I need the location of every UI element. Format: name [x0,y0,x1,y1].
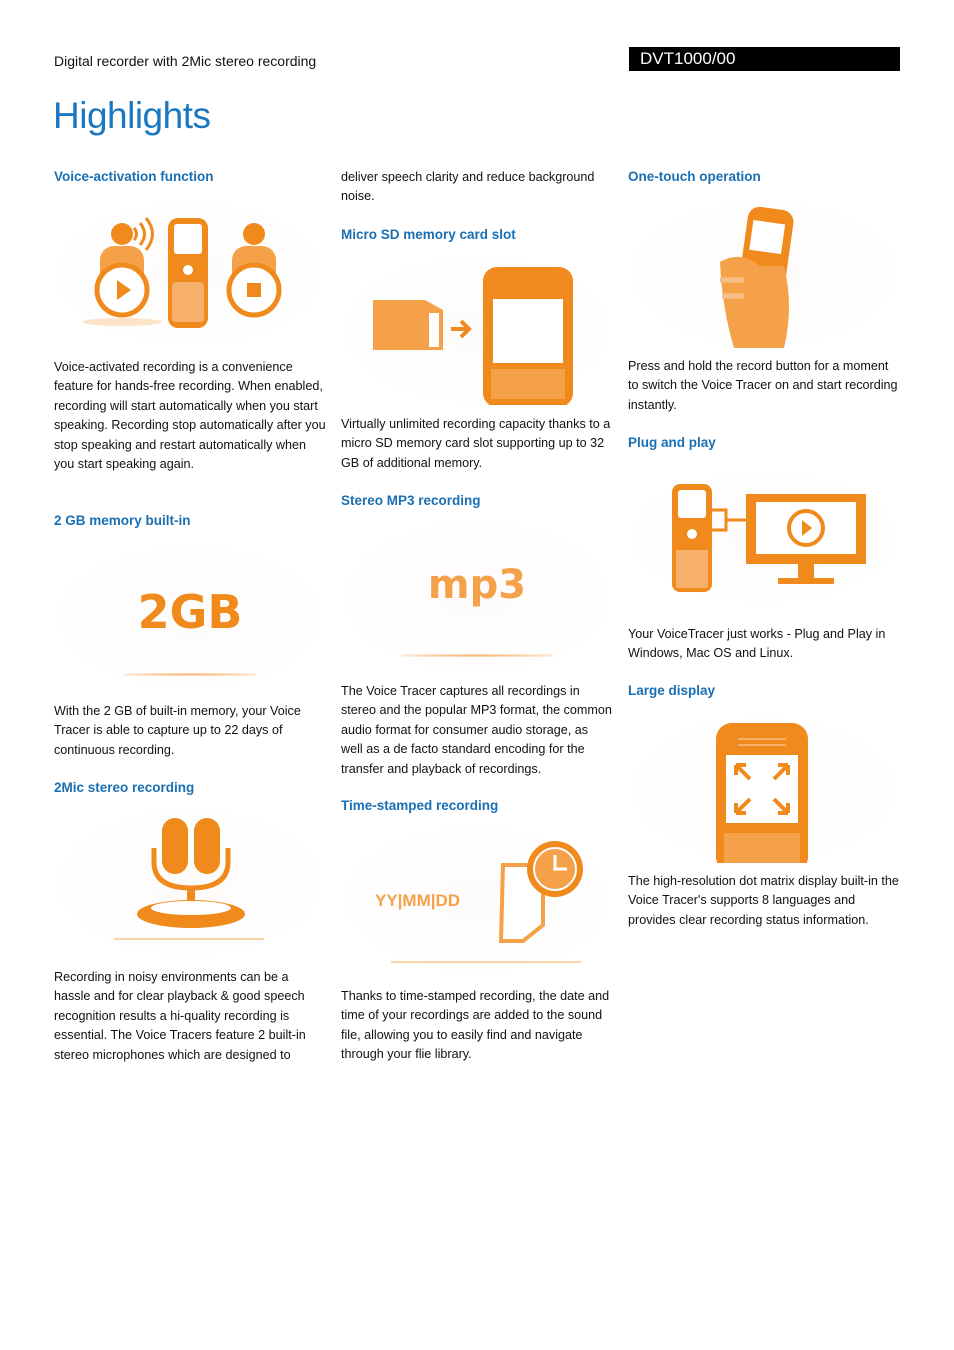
time-stamped-text: Thanks to time-stamped recording, the date and time of your recordings are added to the sound file, allowing you to easily find and navigate through your flie library. [341,989,610,1062]
heading-voice-activation: Voice-activation function [54,169,214,184]
heading-time-stamped: Time-stamped recording [341,798,499,813]
plug-and-play-text: Your VoiceTracer just works - Plug and Play in Windows, Mac OS and Linux. [628,627,886,661]
2gb-memory-text: With the 2 GB of built-in memory, your Voice Tracer is able to capture up to 22 days of continuous recording. [54,704,301,757]
large-display-icon [628,715,900,863]
plug-and-play-icon [628,470,900,605]
time-stamp-image [341,825,613,975]
mp3-image [341,520,613,675]
large-display-text: The high-resolution dot matrix display built-in the Voice Tracer's supports 8 languages and provides clear recording status information. [628,874,899,927]
heading-2mic-stereo: 2Mic stereo recording [54,780,195,795]
mp3-image-label: mp3 [427,562,527,608]
micro-sd-text: Virtually unlimited recording capacity thanks to a micro SD memory card slot supporting up to 32 GB of additional memory. [341,417,611,470]
microphone-icon [54,808,326,958]
2gb-memory-image [54,545,326,690]
voice-activation-icon [54,200,326,348]
heading-large-display: Large display [628,683,716,698]
date-format-label: YY|MM|DD [375,891,461,910]
product-subtitle: Digital recorder with 2Mic stereo recording [54,53,317,69]
heading-stereo-mp3: Stereo MP3 recording [341,493,481,508]
heading-2gb-memory: 2 GB memory built-in [54,513,191,528]
heading-plug-and-play: Plug and play [628,435,716,450]
2gb-image-label: 2GB [137,585,243,639]
voice-activation-text: Voice-activated recording is a convenience feature for hands-free recording. When enabled, recording will start automatically when you start speaking. Recording stop automatically after you stop speaking and restart automatically when you start speaking again. [54,360,326,472]
one-touch-text: Press and hold the record button for a moment to switch the Voice Tracer on and start recording instantly. [628,359,898,412]
micro-sd-icon [341,255,613,405]
heading-one-touch: One-touch operation [628,169,761,184]
model-badge: DVT1000/00 [629,47,900,71]
page-title: Highlights [53,95,211,136]
one-touch-icon [628,200,900,348]
heading-micro-sd: Micro SD memory card slot [341,227,516,242]
2mic-stereo-text-continued: deliver speech clarity and reduce background noise. [341,170,595,204]
stereo-mp3-text: The Voice Tracer captures all recordings in stereo and the popular MP3 format, the common audio format for consumer audio storage, as well as a de facto standard encoding for the transfer and playback of recordings. [341,684,612,776]
2mic-stereo-text: Recording in noisy environments can be a hassle and for clear playback & good speech recognition results a hi-quality recording is essential. The Voice Tracers feature 2 built-in stereo microphones which are designed to [54,970,306,1062]
